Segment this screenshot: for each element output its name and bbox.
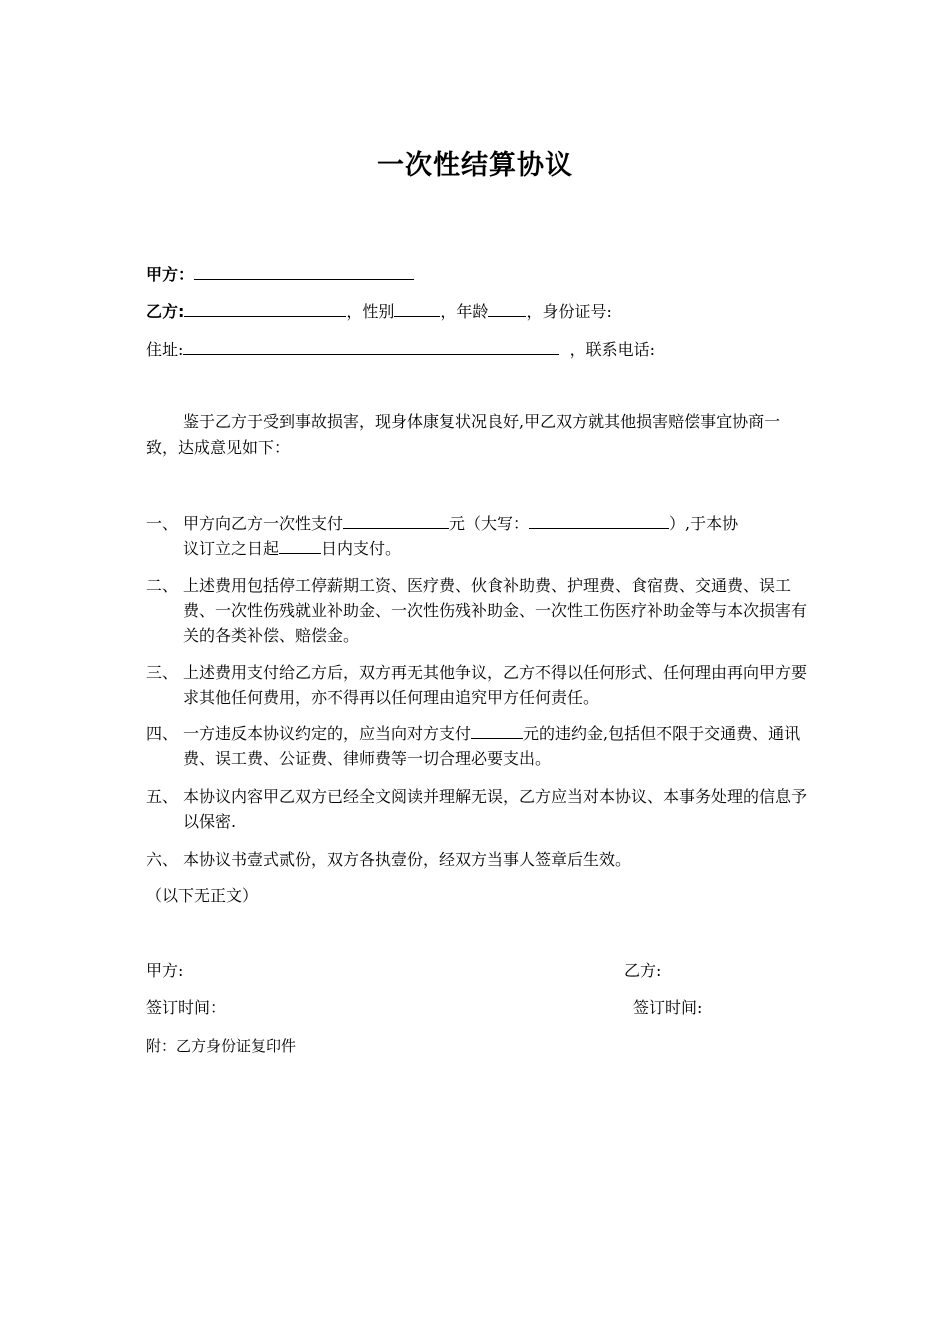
clause-number: 六、	[146, 850, 179, 869]
clause-number: 二、	[146, 576, 179, 595]
address-label: 住址:	[146, 340, 184, 359]
clause-4-part2: 元的违约金,包括但不限于交通费、通讯费、误工费、公证费、律师费等一切合理必要支出。	[183, 724, 801, 768]
clause-5-text: 本协议内容甲乙双方已经全文阅读并理解无误，乙方应当对本协议、本事务处理的信息予以保密.	[183, 787, 808, 831]
clause-number: 三、	[146, 663, 179, 682]
gender-blank[interactable]	[394, 300, 440, 317]
attachment-note: 附：乙方身份证复印件	[146, 1037, 297, 1055]
clause-number: 一、	[146, 514, 179, 533]
penalty-blank[interactable]	[471, 722, 523, 739]
sign-time-b: 签订时间:	[633, 998, 703, 1017]
days-blank[interactable]	[279, 537, 321, 554]
clause-2	[146, 573, 808, 648]
phone-label: ，联系电话:	[569, 340, 655, 359]
sign-party-b: 乙方:	[624, 961, 662, 980]
party-a-blank[interactable]	[194, 263, 414, 280]
gender-label: ，性别	[346, 302, 395, 321]
address-blank[interactable]	[183, 338, 559, 355]
clause-1-part5: 日内支付。	[321, 539, 402, 558]
party-b-label: 乙方:	[146, 302, 185, 321]
party-b-line	[146, 300, 612, 323]
clause-number: 五、	[146, 787, 179, 806]
clause-5	[146, 784, 808, 834]
clause-1-part3: ）,于本协	[669, 514, 739, 533]
clause-4-part1: 一方违反本协议约定的，应当向对方支付	[183, 724, 472, 743]
clause-4-text	[146, 721, 808, 771]
age-blank[interactable]	[488, 300, 526, 317]
no-more-text: （以下无正文）	[146, 886, 259, 905]
clause-1-part1: 甲方向乙方一次性支付	[183, 514, 344, 533]
sign-time-a: 签订时间：	[146, 998, 227, 1017]
clause-4	[146, 721, 808, 771]
id-label: ，身份证号:	[526, 302, 612, 321]
clause-1-part2: 元（大写：	[449, 514, 530, 533]
clause-2-text: 上述费用包括停工停薪期工资、医疗费、伙食补助费、护理费、食宿费、交通费、误工费、一次性伤残就业补助金、一次性伤残补助金、一次性工伤医疗补助金等与本次损害有关的各类补偿、赔偿金。	[183, 576, 808, 645]
clause-3-text: 上述费用支付给乙方后，双方再无其他争议，乙方不得以任何形式、任何理由再向甲方要求其他任何费用，亦不得再以任何理由追究甲方任何责任。	[183, 663, 808, 707]
address-line	[146, 338, 655, 361]
clause-1-part4: 议订立之日起	[183, 539, 280, 558]
document-title: 一次性结算协议	[377, 150, 573, 181]
clause-1	[146, 511, 808, 561]
preamble: 鉴于乙方于受到事故损害，现身体康复状况良好,甲乙双方就其他损害赔偿事宜协商一致，达成意见如下：	[146, 412, 781, 457]
clause-6	[146, 847, 808, 872]
party-b-name-blank[interactable]	[184, 300, 346, 317]
amount-blank[interactable]	[343, 512, 449, 529]
clause-3	[146, 660, 808, 710]
clause-number: 四、	[146, 724, 179, 743]
party-a-line	[146, 263, 414, 286]
age-label: ，年龄	[440, 302, 489, 321]
sign-party-a: 甲方:	[146, 961, 184, 980]
clause-6-text: 本协议书壹式贰份，双方各执壹份，经双方当事人签章后生效。	[183, 850, 632, 869]
party-a-label: 甲方：	[146, 265, 195, 284]
amount-in-words-blank[interactable]	[529, 512, 669, 529]
clause-1-text	[146, 511, 808, 561]
